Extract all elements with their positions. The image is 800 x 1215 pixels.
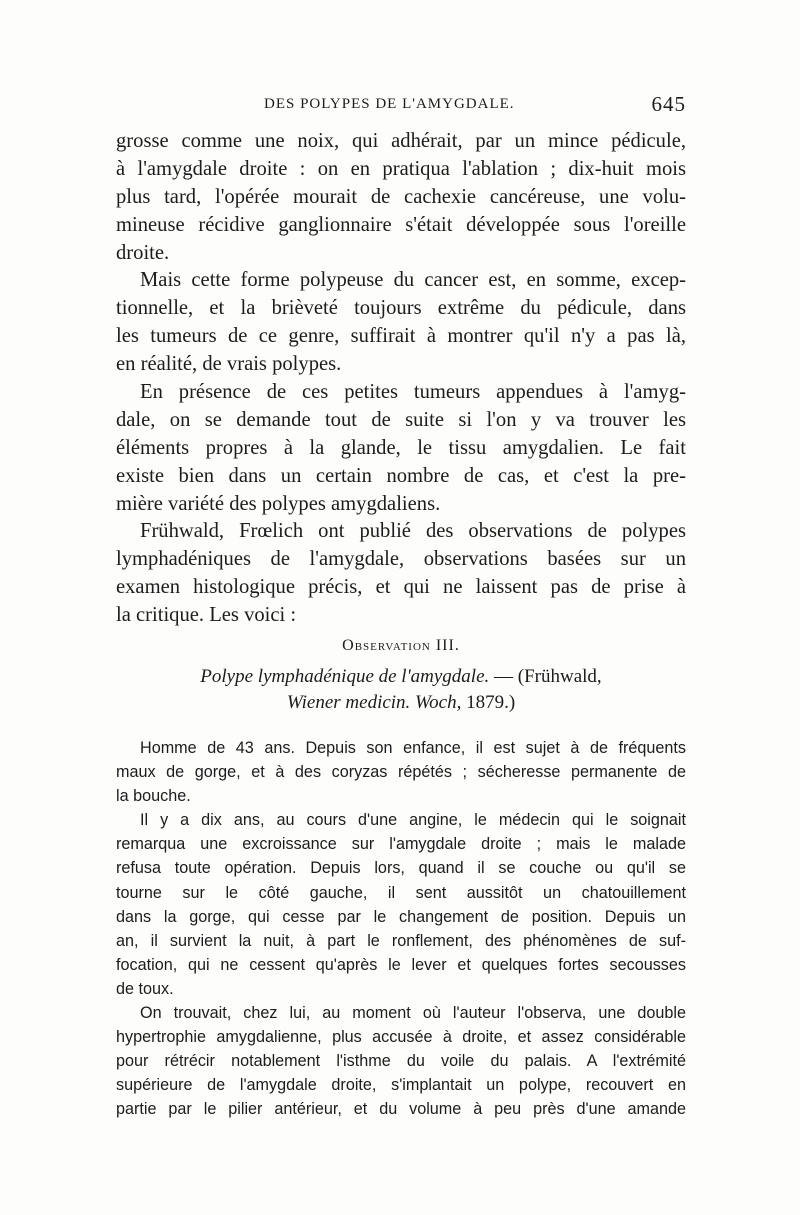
observation-source-line xyxy=(116,690,686,716)
observation-author: — (Frühwald, xyxy=(489,666,602,687)
observation-title-line xyxy=(116,664,686,690)
observation-heading: Observation III. xyxy=(342,637,460,654)
text-line: la bouche. xyxy=(116,787,191,806)
text-line: à l'amygdale droite : on en pratiqua l'ablation ; dix-huit mois xyxy=(116,157,686,180)
text-line: an, il survient la nuit, à part le ronflement, des phénomènes de suf- xyxy=(116,931,686,950)
text-line: éléments propres à la glande, le tissu amygdalien. Le fait xyxy=(116,436,686,459)
text-line: Mais cette forme polypeuse du cancer est, en somme, excep- xyxy=(140,269,686,292)
text-line: refusa toute opération. Depuis lors, quand il se couche ou qu'il se xyxy=(116,859,686,878)
text-line: existe bien dans un certain nombre de cas, et c'est la pre- xyxy=(116,464,686,487)
main-text-block xyxy=(116,128,686,630)
text-line: remarqua une excroissance sur l'amygdale droite ; mais le malade xyxy=(116,835,686,854)
text-line: mière variété des polypes amygdaliens. xyxy=(116,492,441,515)
text-line: partie par le pilier antérieur, et du volume à peu près d'une amande xyxy=(116,1100,686,1119)
text-line: en réalité, de vrais polypes. xyxy=(116,353,342,376)
observation-text-block xyxy=(116,736,686,1122)
running-title: DES POLYPES DE L'AMYGDALE. xyxy=(264,96,515,112)
text-line: supérieure de l'amygdale droite, s'implantait un polype, recouvert en xyxy=(116,1076,686,1095)
text-line: tourne sur le côté gauche, il sent aussitôt un chatouillement xyxy=(116,883,686,902)
text-line: lymphadéniques de l'amygdale, observations basées sur un xyxy=(116,548,686,571)
text-line: examen histologique précis, et qui ne laissent pas de prise à xyxy=(116,576,686,599)
text-line: mineuse récidive ganglionnaire s'était développée sous l'oreille xyxy=(116,213,686,236)
text-line: les tumeurs de ce genre, suffirait à montrer qu'il n'y a pas là, xyxy=(116,325,686,348)
text-line: En présence de ces petites tumeurs appendues à l'amyg- xyxy=(140,381,686,404)
text-line: plus tard, l'opérée mourait de cachexie cancéreuse, une volu- xyxy=(116,185,686,208)
page-number: 645 xyxy=(651,92,686,116)
observation-title-italic: Polype lymphadénique de l'amygdale. xyxy=(200,666,490,687)
running-header xyxy=(116,92,686,122)
text-line: Homme de 43 ans. Depuis son enfance, il est sujet à de fréquents xyxy=(140,739,686,757)
text-line: maux de gorge, et à des coryzas répétés ; sécheresse permanente de xyxy=(116,763,686,782)
text-line: droite. xyxy=(116,241,170,264)
text-line: On trouvait, chez lui, au moment où l'auteur l'observa, une double xyxy=(140,1004,686,1023)
text-line: la critique. Les voici : xyxy=(116,604,297,627)
observation-year: 1879.) xyxy=(461,692,516,713)
text-line: hypertrophie amygdalienne, plus accusée à droite, et assez considérable xyxy=(116,1028,686,1047)
text-line: Il y a dix ans, au cours d'une angine, le médecin qui le soignait xyxy=(140,811,686,830)
text-line: de toux. xyxy=(116,979,174,998)
text-line: tionnelle, et la brièveté toujours extrême du pédicule, dans xyxy=(116,297,686,320)
observation-source-italic: Wiener medicin. Woch, xyxy=(286,692,462,713)
text-line: grosse comme une noix, qui adhérait, par un mince pédicule, xyxy=(116,130,686,152)
text-line: dale, on se demande tout de suite si l'on y va trouver les xyxy=(116,408,686,431)
observation-title xyxy=(116,664,686,716)
text-line: focation, qui ne cessent qu'après le lever et quelques fortes secousses xyxy=(116,955,686,974)
text-line: pour rétrécir notablement l'isthme du voile du palais. A l'extrémité xyxy=(116,1052,686,1071)
text-line: dans la gorge, qui cesse par le changement de position. Depuis un xyxy=(116,907,686,926)
text-line: Frühwald, Frœlich ont publié des observations de polypes xyxy=(140,520,686,543)
